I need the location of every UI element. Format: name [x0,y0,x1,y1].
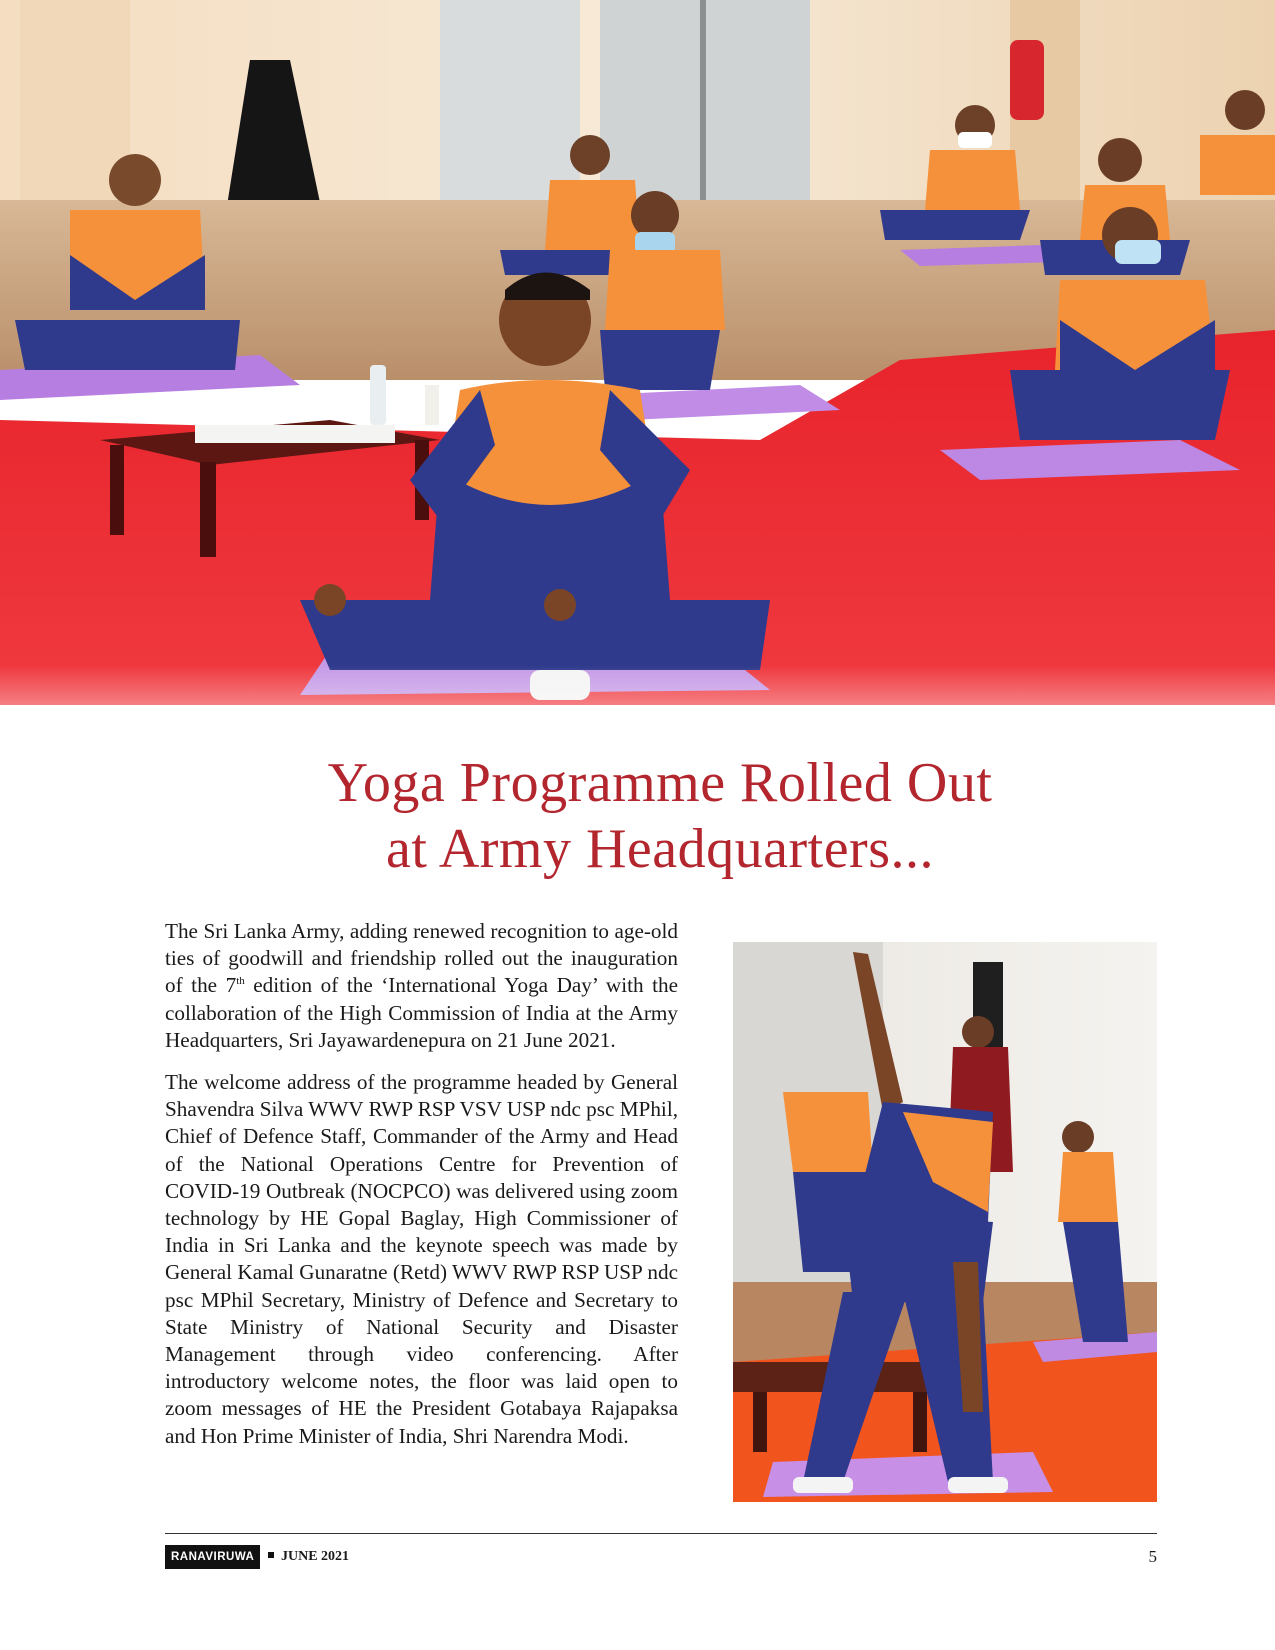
hero-photo-illustration [0,0,1275,705]
paragraph-2: The welcome address of the programme headed by General Shavendra Silva WWV RWP RSP VSV USP ndc psc MPhil, Chief of Defence Staff, Commander of the Army and Head of the National Operations Centre for Prevention of COVID-19 Outbreak (NOCPCO) was delivered using zoom technology by HE Gopal Baglay, High Commissioner of India in Sri Lanka and the keynote speech was made by General Kamal Gunaratne (Retd) WWV RWP RSP USP ndc psc MPhil Secretary, Ministry of Defence and Secretary to State Ministry of National Security and Disaster Management through video conferencing. After introductory welcome notes, the floor was laid open to zoom messages of HE the President Gotabaya Rajapaksa and Hon Prime Minister of India, Shri Narendra Modi. [165,1070,678,1448]
hero-photo [0,0,1275,705]
issue-date [268,1545,349,1569]
title-line-2: at Army Headquarters... [386,818,934,880]
paragraph-1 [165,918,678,1054]
paragraph-1-rest: edition of the ‘International Yoga Day’ with the collaboration of the High Commission of India at the Army Headquarters, Sri Jayawardenepura on 21 June 2021. [165,973,678,1052]
publication-badge: RANAVIRUWA [165,1545,260,1569]
title-line-1: Yoga Programme Rolled Out [327,752,993,814]
square-bullet-icon [268,1552,274,1558]
footer-rule [165,1533,1157,1534]
ordinal-suffix: th [236,975,245,988]
page-number: 5 [1148,1547,1157,1566]
article-body [165,918,678,1465]
side-photo [733,942,1157,1502]
article-title [140,750,1180,882]
paragraph-1-lead: The Sri Lanka Army, adding renewed recognition to age-old ties of goodwill and friendship rolled out the inauguration of the 7 [165,919,678,998]
side-photo-illustration [733,942,1157,1502]
issue-date-label: JUNE 2021 [281,1549,350,1564]
hero-fade [0,665,1275,705]
